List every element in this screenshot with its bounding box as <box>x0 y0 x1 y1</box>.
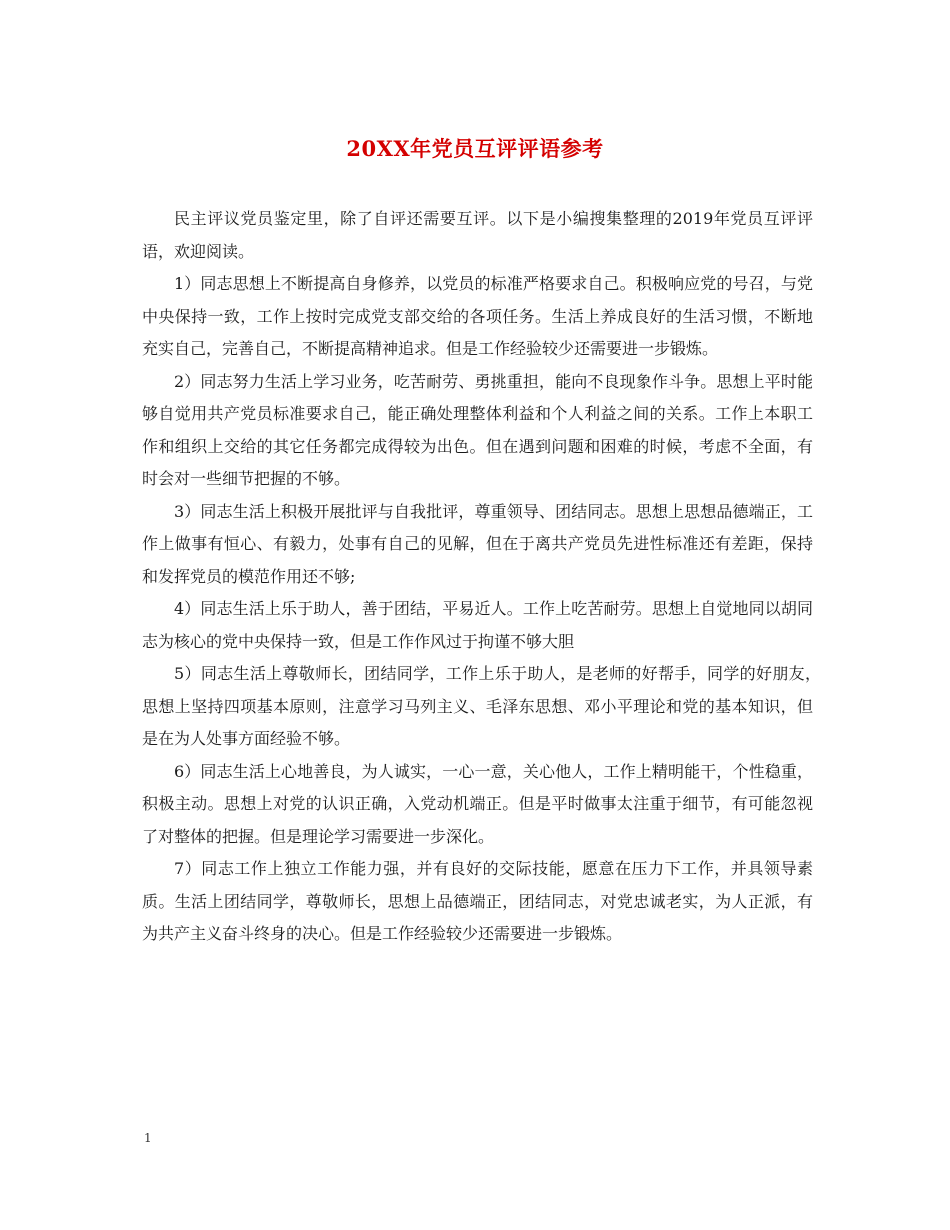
comment-paragraph-1: 1）同志思想上不断提高自身修养，以党员的标准严格要求自己。积极响应党的号召，与党中央保持一致，工作上按时完成党支部交给的各项任务。生活上养成良好的生活习惯，不断地充实自己，完善自己，不断提高精神追求。但是工作经验较少还需要进一步锻炼。 <box>142 274 813 358</box>
document-body <box>142 203 830 951</box>
comment-paragraph-2: 2）同志努力生活上学习业务，吃苦耐劳、勇挑重担，能向不良现象作斗争。思想上平时能够自觉用共产党员标准要求自己，能正确处理整体利益和个人利益之间的关系。工作上本职工作和组织上交给的其它任务都完成得较为出色。但在遇到问题和困难的时候，考虑不全面，有时会对一些细节把握的不够。 <box>142 371 813 488</box>
comment-paragraph-7: 7）同志工作上独立工作能力强，并有良好的交际技能，愿意在压力下工作，并具领导素质。生活上团结同学，尊敬师长，思想上品德端正，团结同志，对党忠诚老实，为人正派，有为共产主义奋斗终身的决心。但是工作经验较少还需要进一步锻炼。 <box>142 859 813 943</box>
comment-paragraph-3: 3）同志生活上积极开展批评与自我批评，尊重领导、团结同志。思想上思想品德端正，工作上做事有恒心、有毅力，处事有自己的见解，但在于离共产党员先进性标准还有差距，保持和发挥党员的模范作用还不够; <box>142 501 813 586</box>
comment-paragraph-6: 6）同志生活上心地善良，为人诚实，一心一意，关心他人，工作上精明能干，个性稳重，积极主动。思想上对党的认识正确，入党动机端正。但是平时做事太注重于细节，有可能忽视了对整体的把握。但是理论学习需要进一步深化。 <box>142 761 813 846</box>
document-title: 20XX年党员互评评语参考 <box>346 136 604 161</box>
comment-paragraph-5: 5）同志生活上尊敬师长，团结同学，工作上乐于助人，是老师的好帮手，同学的好朋友， 思想上坚持四项基本原则，注意学习马列主义、毛泽东思想、邓小平理论和党的基本知识，但是在为人处事方面经验不够。 <box>142 664 830 748</box>
comment-paragraph-4: 4）同志生活上乐于助人，善于团结，平易近人。工作上吃苦耐劳。思想上自觉地同以胡同志为核心的党中央保持一致，但是工作作风过于拘谨不够大胆 <box>142 599 813 651</box>
intro-paragraph: 民主评议党员鉴定里，除了自评还需要互评。以下是小编搜集整理的2019年党员互评评语，欢迎阅读。 <box>142 209 813 261</box>
page-number: 1 <box>144 1131 152 1145</box>
